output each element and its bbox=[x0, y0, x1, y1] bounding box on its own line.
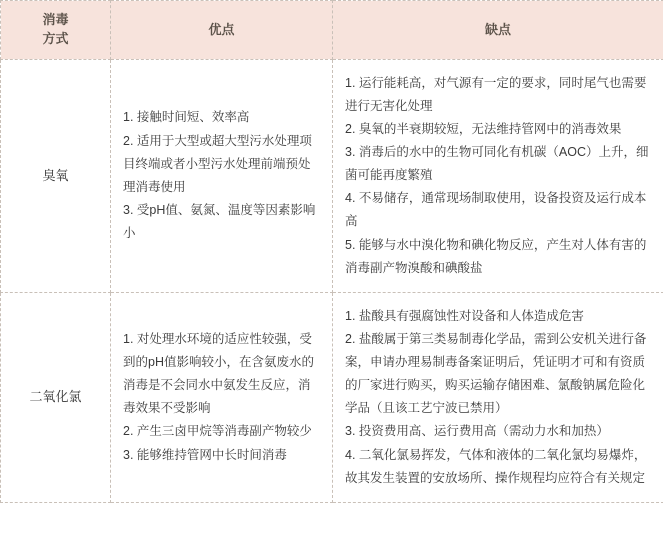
column-header-advantages: 优点 bbox=[111, 1, 333, 60]
list-item: 2. 臭氧的半衰期较短，无法维持管网中的消毒效果 bbox=[345, 121, 622, 136]
table-row bbox=[1, 292, 663, 502]
list-item: 5. 能够与水中溴化物和碘化物反应，产生对人体有害的消毒副产物溴酸和碘酸盐 bbox=[345, 237, 647, 275]
table-header-row bbox=[1, 1, 663, 60]
list-item: 2. 适用于大型或超大型污水处理项目终端或者小型污水处理前端预处理消毒使用 bbox=[123, 133, 312, 194]
column-header-disadvantages: 缺点 bbox=[333, 1, 663, 60]
list-item: 1. 运行能耗高，对气源有一定的要求，同时尾气也需要进行无害化处理 bbox=[345, 75, 647, 113]
list-item: 1. 盐酸具有强腐蚀性对设备和人体造成危害 bbox=[345, 308, 584, 323]
list-item: 2. 盐酸属于第三类易制毒化学品，需到公安机关进行备案，申请办理易制毒备案证明后，凭证明才可和有资质的厂家进行购买，购买运输存储困难、氯酸钠属危险化学品（且该工艺宁波已禁用） bbox=[345, 331, 647, 416]
list-item: 1. 对处理水环境的适应性较强，受到的pH值影响较小，在含氨废水的消毒是不会同水中氨发生反应，消毒效果不受影响 bbox=[123, 331, 314, 416]
list-item: 3. 能够维持管网中长时间消毒 bbox=[123, 447, 287, 462]
list-item: 3. 投资费用高、运行费用高（需动力水和加热） bbox=[345, 424, 609, 439]
cell-disadvantages-ozone bbox=[333, 59, 663, 292]
column-header-method bbox=[1, 1, 111, 60]
cell-advantages-ozone bbox=[111, 59, 333, 292]
cell-disadvantages-chlorine-dioxide bbox=[333, 292, 663, 502]
table-body bbox=[1, 59, 663, 502]
cell-method-chlorine-dioxide: 二氧化氯 bbox=[1, 292, 111, 502]
list-item: 1. 接触时间短、效率高 bbox=[123, 110, 250, 125]
table-row bbox=[1, 59, 663, 292]
column-header-method-line1: 消毒 bbox=[42, 12, 69, 27]
column-header-method-line2: 方式 bbox=[42, 30, 69, 46]
table-header bbox=[1, 1, 663, 60]
cell-advantages-chlorine-dioxide bbox=[111, 292, 333, 502]
list-item: 3. 受pH值、氨氮、温度等因素影响小 bbox=[123, 202, 316, 240]
cell-method-ozone: 臭氧 bbox=[1, 59, 111, 292]
list-item: 4. 二氧化氯易挥发，气体和液体的二氧化氯均易爆炸，故其发生装置的安放场所、操作规程均应符合有关规定 bbox=[345, 447, 647, 485]
list-item: 2. 产生三卤甲烷等消毒副产物较少 bbox=[123, 424, 312, 439]
list-item: 4. 不易储存，通常现场制取使用，设备投资及运行成本高 bbox=[345, 191, 647, 229]
list-item: 3. 消毒后的水中的生物可同化有机碳（AOC）上升，细菌可能再度繁殖 bbox=[345, 145, 649, 183]
